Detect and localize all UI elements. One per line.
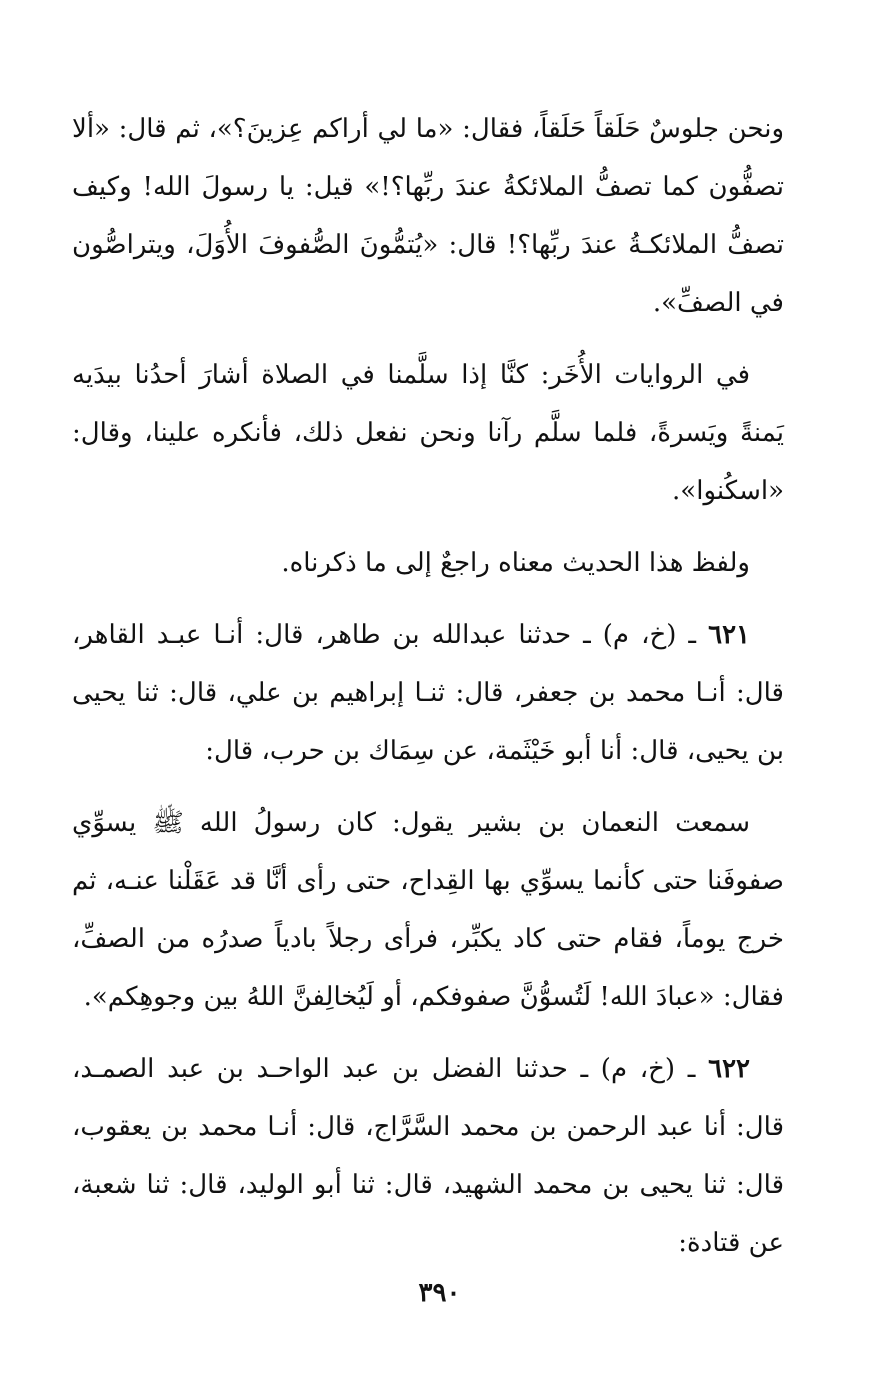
page-number: ٣٩٠ xyxy=(418,1278,461,1308)
paragraph-text: ـ (خ، م) ـ حدثنا الفضل بن عبد الواحـد بن عبد الصمـد، قال: أنا عبد الرحمن بن محمد السَّرَّاج، قال: أنـا محمد بن يعقوب، قال: ثنا يحيى بن محمد الشهيد، قال: ثنا أبو الوليد، قال: ثنا شعبة، عن قتادة: xyxy=(72,1054,784,1258)
paragraph-wording-note xyxy=(72,534,784,592)
paragraph-text: ـ (خ، م) ـ حدثنا عبدالله بن طاهر، قال: أنـا عبـد القاهر، قال: أنـا محمد بن جعفر، قال: ثنـا إبراهيم بن علي، قال: ثنا يحيى بن يحيى، قال: أنا أبو خَيْثَمة، عن سِمَاك بن حرب، قال: xyxy=(72,620,784,766)
hadith-number: ٦٢١ xyxy=(708,620,751,650)
paragraph-hadith-continuation xyxy=(72,100,784,332)
paragraph-hadith-622-chain xyxy=(72,1040,784,1272)
paragraph-text: سمعت النعمان بن بشير يقول: كان رسولُ الله ﷺ يسوِّي صفوفَنا حتى كأنما يسوِّي بها القِداح، حتى رأى أنَّا قد عَقَلْنا عنـه، ثم خرج يوماً، فقام حتى كاد يكبِّر، فرأى رجلاً بادياً صدرُه من الصفِّ، فقال: «عبادَ الله! لَتُسوُّنَّ صفوفكم، أو لَيُخالِفنَّ اللهُ بين وجوهِكم». xyxy=(72,808,784,1012)
paragraph-other-narrations xyxy=(72,346,784,520)
hadith-number: ٦٢٢ xyxy=(708,1054,751,1084)
paragraph-text: ونحن جلوسٌ حَلَقاً حَلَقاً، فقال: «ما لي أراكم عِزينَ؟»، ثم قال: «ألا تصفُّون كما تصفُّ الملائكةُ عندَ ربِّها؟!» قيل: يا رسولَ الله! وكيف تصفُّ الملائكـةُ عندَ ربِّها؟! قال: «يُتمُّونَ الصُّفوفَ الأُوَلَ، ويتراصُّون في الصفِّ». xyxy=(72,114,784,318)
paragraph-hadith-621-chain xyxy=(72,606,784,780)
paragraph-text: ولفظ هذا الحديث معناه راجعٌ إلى ما ذكرناه. xyxy=(281,548,750,578)
page-body xyxy=(72,100,784,1286)
paragraph-hadith-621-text xyxy=(72,794,784,1026)
paragraph-text: في الروايات الأُخَر: كنَّا إذا سلَّمنا في الصلاة أشارَ أحدُنا بيدَيه يَمنةً ويَسرةً، فلما سلَّم رآنا ونحن نفعل ذلك، فأنكره علينا، وقال: «اسكُنوا». xyxy=(72,360,784,506)
